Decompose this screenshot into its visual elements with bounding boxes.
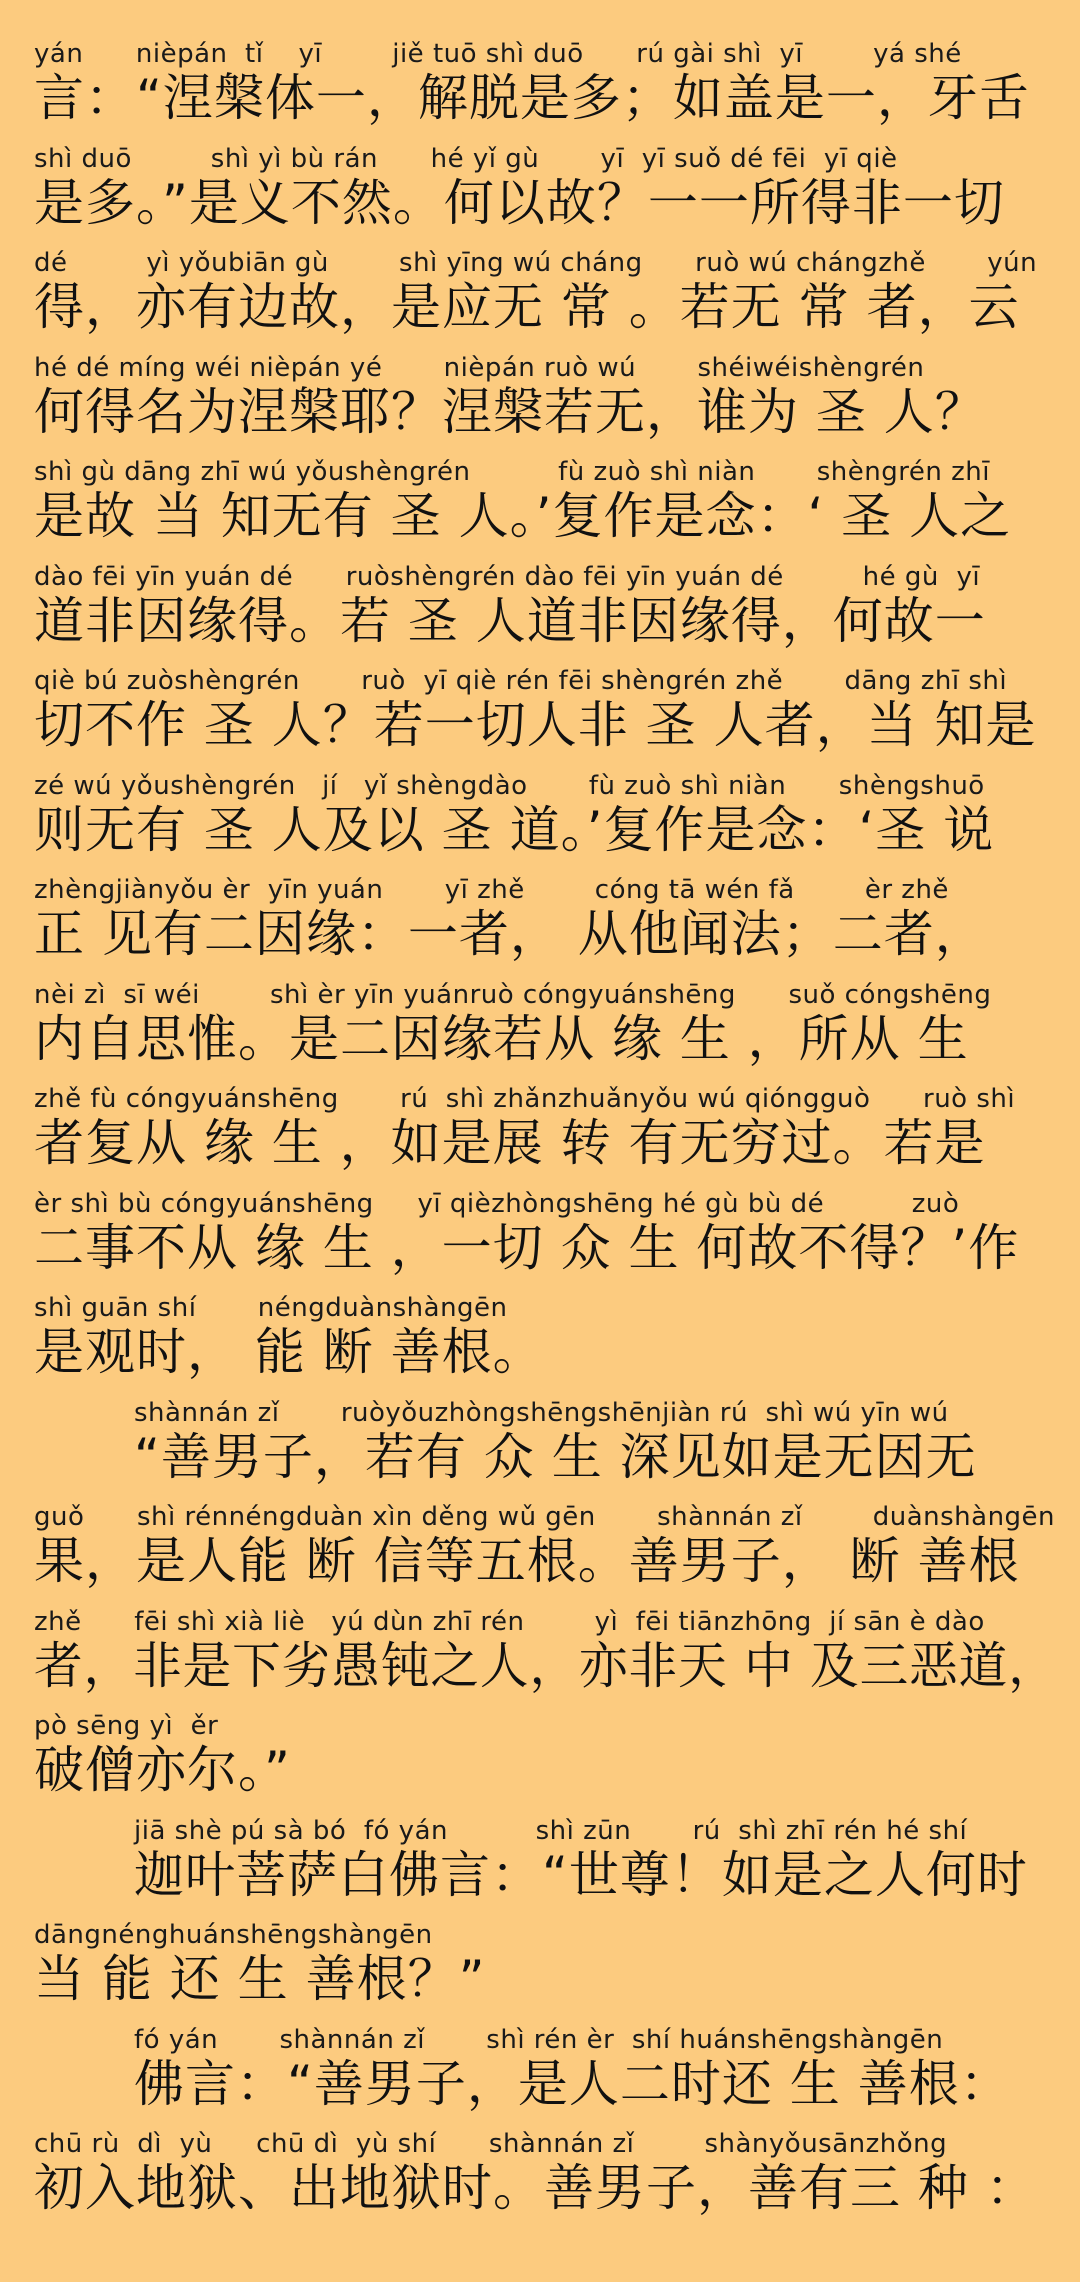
text-line xyxy=(34,876,1058,981)
text-line xyxy=(34,145,1058,250)
pinyin-annotation: fó yán shànnán zǐ shì rén èr shí huánshēngshàngēn xyxy=(134,2024,944,2055)
text-line xyxy=(34,563,1058,668)
chinese-text: 迦叶菩萨白佛言：“世尊！如是之人何时 xyxy=(134,1845,1028,1904)
pinyin-annotation: dào fēi yīn yuán dé ruòshèngrén dào fēi yīn yuán dé hé gù yī xyxy=(34,561,981,592)
chinese-text: 者，非是下劣愚钝之人，亦非天 中 及三恶道， xyxy=(34,1636,1058,1695)
chinese-text: 当 能 还 生 善根？” xyxy=(34,1950,486,2008)
pinyin-annotation: guǒ shì rénnéngduàn xìn děng wǔ gēn shànnán zǐ duànshàngēn xyxy=(34,1502,1056,1532)
pinyin-annotation: jiā shè pú sà bó fó yán shì zūn rú shì zhī rén hé shí xyxy=(134,1815,968,1846)
pinyin-annotation: zhě fù cóngyuánshēng rú shì zhǎnzhuǎnyǒu wú qióngguò ruò shì xyxy=(34,1084,1016,1114)
pinyin-annotation: qiè bú zuòshèngrén ruò yī qiè rén fēi shèngrén zhě dāng zhī shì xyxy=(34,666,1008,696)
text-line xyxy=(34,1608,1058,1713)
pinyin-annotation: yán nièpán tǐ yī jiě tuō shì duō rú gài shì yī yá shé xyxy=(34,39,962,69)
text-line xyxy=(34,458,1058,563)
chinese-text: 切不作 圣 人？若一切人非 圣 人者，当 知是 xyxy=(34,696,1037,754)
pinyin-annotation: chū rù dì yù chū dì yù shí shànnán zǐ shànyǒusānzhǒng xyxy=(34,2129,948,2159)
chinese-text: 道非因缘得。若 圣 人道非因缘得，何故一 xyxy=(34,591,986,650)
text-line xyxy=(34,1503,1058,1608)
text-line xyxy=(34,981,1058,1086)
text-line xyxy=(34,1712,1058,1817)
pinyin-annotation: pò sēng yì ěr xyxy=(34,1711,219,1741)
chinese-text: 是观时， 能 断 善根。 xyxy=(34,1323,544,1381)
text-line xyxy=(34,1817,1058,1922)
chinese-text: 破僧亦尔。” xyxy=(34,1741,291,1799)
pinyin-annotation: shì guān shí néngduànshàngēn xyxy=(34,1293,508,1323)
text-line xyxy=(34,1294,1058,1399)
pinyin-annotation: hé dé míng wéi nièpán yé nièpán ruò wú shéiwéishèngrén xyxy=(34,352,925,383)
pinyin-annotation: shì gù dāng zhī wú yǒushèngrén fù zuò shì niàn shèngrén zhī xyxy=(34,457,990,487)
chinese-text: 内自思惟。是二因缘若从 缘 生 ，所从 生 xyxy=(34,1009,969,1068)
chinese-text: 正 见有二因缘：一者， 从他闻法；二者， xyxy=(34,905,986,963)
chinese-text: 者复从 缘 生 ，如是展 转 有无穷过。若是 xyxy=(34,1114,986,1172)
text-line xyxy=(34,1921,1058,2026)
text-line xyxy=(34,1399,1058,1504)
chinese-text: 言：“涅槃体一，解脱是多；如盖是一，牙舌 xyxy=(34,69,1030,127)
chinese-text: 则无有 圣 人及以 圣 道。’复作是念：‘圣 说 xyxy=(34,800,995,859)
pinyin-annotation: èr shì bù cóngyuánshēng yī qièzhòngshēng hé gù bù dé zuò xyxy=(34,1188,960,1219)
pinyin-annotation: shì duō shì yì bù rán hé yǐ gù yī yī suǒ dé fēi yī qiè xyxy=(34,143,898,174)
chinese-text: 二事不从 缘 生 ，一切 众 生 何故不得？’作 xyxy=(34,1218,1020,1277)
pinyin-annotation: dāngnénghuánshēngshàngēn xyxy=(34,1920,433,1950)
text-line xyxy=(34,772,1058,877)
pinyin-annotation: dé yì yǒubiān gù shì yīng wú cháng ruò wú chángzhě yún xyxy=(34,248,1038,278)
chinese-text: 佛言：“善男子，是人二时还 生 善根： xyxy=(134,2054,1011,2113)
text-line xyxy=(34,40,1058,145)
chinese-text: 得，亦有边故，是应无 常 。若无 常 者，云 xyxy=(34,278,1020,336)
text-line xyxy=(34,354,1058,459)
pinyin-annotation: zhě fēi shì xià liè yú dùn zhī rén yì fēi tiānzhōng jí sān è dào xyxy=(34,1606,985,1637)
chinese-text: 何得名为涅槃耶？涅槃若无，谁为 圣 人？ xyxy=(34,382,986,441)
text-line xyxy=(34,2026,1058,2131)
chinese-text: 果，是人能 断 信等五根。善男子， 断 善根 xyxy=(34,1532,1020,1590)
pinyin-annotation: shànnán zǐ ruòyǒuzhòngshēngshēnjiàn rú shì wú yīn wú xyxy=(134,1397,949,1428)
text-line xyxy=(34,1190,1058,1295)
chinese-text: 初入地狱、出地狱时。善男子，善有三 种 ： xyxy=(34,2159,1037,2217)
text-line xyxy=(34,249,1058,354)
pinyin-annotation: zhèngjiànyǒu èr yīn yuán yī zhě cóng tā wén fǎ èr zhě xyxy=(34,875,949,905)
text-line xyxy=(34,667,1058,772)
text-line xyxy=(34,1085,1058,1190)
text-line xyxy=(34,2130,1058,2235)
chinese-text: “善男子，若有 众 生 深见如是无因无 xyxy=(134,1427,977,1486)
pinyin-annotation: nèi zì sī wéi shì èr yīn yuánruò cóngyuánshēng suǒ cóngshēng xyxy=(34,979,992,1010)
pinyin-annotation: zé wú yǒushèngrén jí yǐ shèngdào fù zuò shì niàn shèngshuō xyxy=(34,770,985,801)
chinese-text: 是多。”是义不然。何以故？一一所得非一切 xyxy=(34,173,1005,232)
chinese-text: 是故 当 知无有 圣 人。’复作是念：‘ 圣 人之 xyxy=(34,487,1012,545)
